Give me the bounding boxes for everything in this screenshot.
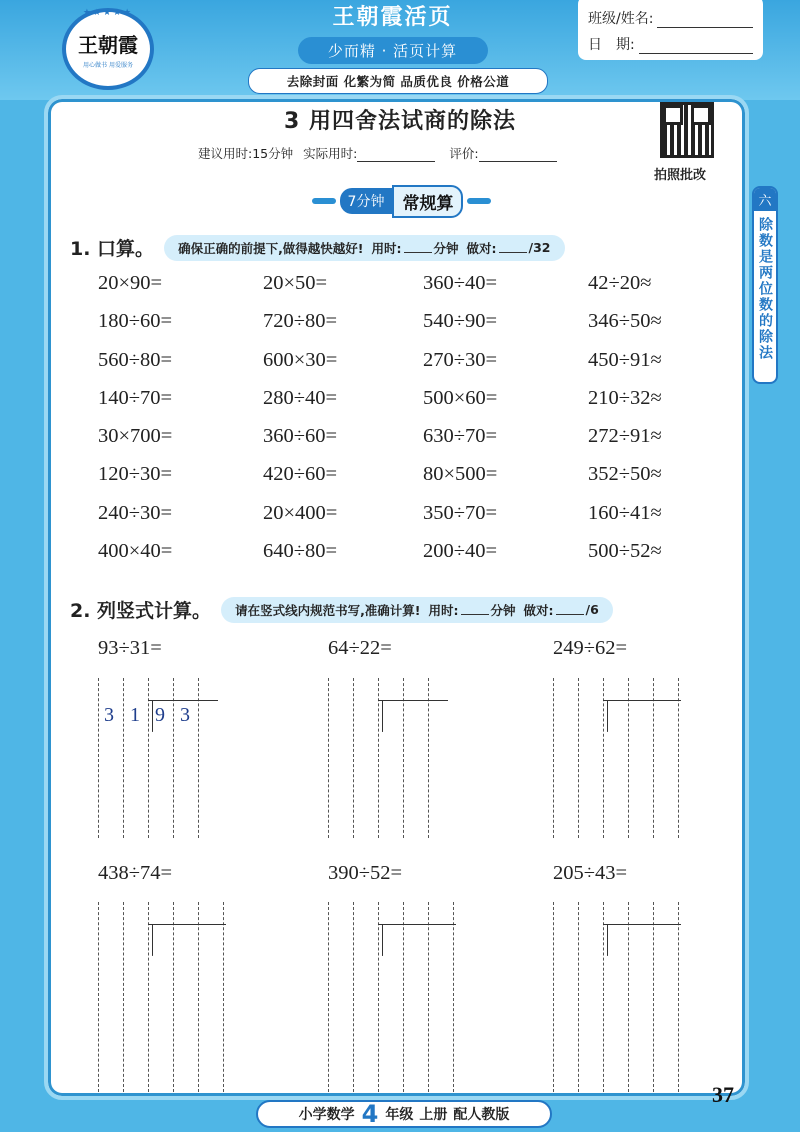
- slogan: 去除封面 化繁为简 品质优良 价格公道: [248, 68, 548, 94]
- work-area[interactable]: [98, 902, 228, 1092]
- logo-subtitle: 用心做书 用爱服务: [83, 62, 133, 69]
- oral-calc-grid: [98, 272, 718, 578]
- section2-heading: 2. 列竖式计算。: [70, 600, 212, 622]
- actual-time-field[interactable]: [357, 150, 435, 162]
- date-row: [588, 28, 753, 54]
- brand-subtitle: 少而精 · 活页计算: [298, 37, 488, 64]
- section1-correct-label: 做对:: [466, 240, 497, 256]
- oral-problem: 600×30=: [263, 348, 338, 371]
- section1-time-label: 用时:: [371, 240, 402, 256]
- oral-problem: 210÷32≈: [588, 386, 662, 409]
- oral-problem: 272÷91≈: [588, 425, 662, 448]
- oral-problem: 500×60=: [423, 386, 498, 409]
- division-bracket: [148, 924, 226, 954]
- oral-problem: 640÷80=: [263, 540, 338, 563]
- vertical-problem: 93÷31=: [98, 637, 162, 659]
- chapter-side-tab: [752, 186, 778, 384]
- brand-title: 王朝霞活页: [332, 4, 453, 30]
- oral-problem: 352÷50≈: [588, 463, 662, 486]
- section1-hint: 确保正确的前提下,做得越快越好!: [178, 240, 364, 256]
- section2-hint-pill: [221, 597, 613, 623]
- vertical-problem: 438÷74=: [98, 862, 173, 884]
- section1-hint-pill: [164, 235, 564, 261]
- oral-problem: 140÷70=: [98, 386, 173, 409]
- oral-problem: 20×90=: [98, 272, 163, 294]
- brand-header: [285, 0, 500, 64]
- oral-problem: 20×50=: [263, 272, 328, 294]
- footer-edition-badge: [256, 1100, 552, 1128]
- section-banner: [304, 186, 499, 216]
- section2-time-label: 用时:: [428, 602, 459, 618]
- qr-label: 拍照批改: [654, 168, 707, 183]
- oral-problem: 420÷60=: [263, 463, 338, 486]
- oral-problem: 30×700=: [98, 425, 173, 448]
- lesson-title: 3 用四舍法试商的除法: [284, 109, 516, 134]
- footer-grade: 年级: [385, 1107, 414, 1123]
- chapter-title: 除数是两位数的除法: [757, 217, 773, 361]
- oral-problem: 80×500=: [423, 463, 498, 486]
- evaluation-field[interactable]: [479, 150, 557, 162]
- section2-header: [70, 596, 613, 623]
- division-bracket: [603, 700, 681, 730]
- banner-deco-left: [312, 198, 336, 204]
- division-bracket: [378, 700, 448, 730]
- work-area[interactable]: [553, 678, 683, 838]
- section2-correct-total: /6: [585, 602, 599, 617]
- oral-problem: 720÷80=: [263, 310, 338, 333]
- date-field[interactable]: [639, 40, 753, 54]
- oral-problem: 350÷70=: [423, 501, 498, 524]
- vertical-problem: 390÷52=: [328, 862, 403, 884]
- oral-problem: 270÷30=: [423, 348, 498, 371]
- oral-problem: 500÷52≈: [588, 540, 662, 563]
- section1-time-field[interactable]: [404, 242, 432, 253]
- brand-logo: [62, 8, 154, 90]
- work-area[interactable]: [328, 902, 458, 1092]
- handwritten-digit: 3: [180, 704, 190, 726]
- oral-problem: 120÷30=: [98, 463, 173, 486]
- work-area[interactable]: [98, 678, 208, 838]
- star-decoration-icon: ★★★★★: [82, 8, 134, 18]
- section1-correct-total: /32: [528, 240, 551, 255]
- division-bracket: [378, 924, 456, 954]
- class-name-row: [588, 2, 753, 28]
- oral-problem: 360÷60=: [263, 425, 338, 448]
- oral-problem: 20×400=: [263, 501, 338, 524]
- section2-correct-field[interactable]: [556, 604, 584, 615]
- chapter-number: 六: [754, 188, 776, 211]
- vertical-problem: 64÷22=: [328, 637, 392, 659]
- work-area[interactable]: [553, 902, 683, 1092]
- handwritten-digit: 3: [104, 704, 114, 726]
- banner-deco-right: [467, 198, 491, 204]
- class-name-label: 班级/姓名:: [588, 11, 654, 27]
- suggested-time: 建议用时:15分钟: [198, 146, 294, 161]
- division-bracket: [603, 924, 681, 954]
- footer-subject: 小学数学: [298, 1107, 355, 1123]
- oral-problem: 240÷30=: [98, 501, 173, 524]
- qr-code-icon[interactable]: [660, 102, 714, 158]
- work-area[interactable]: [328, 678, 438, 838]
- oral-problem: 560÷80=: [98, 348, 173, 371]
- date-label: 日 期:: [588, 37, 635, 53]
- oral-problem: 630÷70=: [423, 425, 498, 448]
- section2-correct-label: 做对:: [523, 602, 554, 618]
- handwritten-digit: 1: [130, 704, 140, 726]
- student-info-card: [578, 0, 763, 60]
- oral-problem: 540÷90=: [423, 310, 498, 333]
- class-name-field[interactable]: [657, 14, 753, 28]
- section2-time-field[interactable]: [461, 604, 489, 615]
- vertical-problem: 205÷43=: [553, 862, 628, 884]
- section1-time-unit: 分钟: [433, 240, 459, 256]
- banner-minutes: 7分钟: [340, 188, 393, 214]
- vertical-problem: 249÷62=: [553, 637, 628, 659]
- oral-problem: 180÷60=: [98, 310, 173, 333]
- page-number: 37: [712, 1082, 734, 1107]
- section1-correct-field[interactable]: [499, 242, 527, 253]
- section1-heading: 1. 口算。: [70, 238, 155, 260]
- time-row: [198, 144, 571, 162]
- oral-problem: 400×40=: [98, 540, 173, 563]
- footer-edition: 配人教版: [453, 1107, 510, 1123]
- footer-grade-number: 4: [361, 1100, 379, 1128]
- oral-problem: 280÷40=: [263, 386, 338, 409]
- evaluation-label: 评价:: [449, 146, 479, 161]
- section2-hint: 请在竖式线内规范书写,准确计算!: [235, 602, 421, 618]
- logo-name: 王朝霞: [78, 33, 138, 57]
- handwritten-digit: 9: [155, 704, 165, 726]
- footer-term: 上册: [419, 1107, 448, 1123]
- section1-header: [70, 234, 565, 261]
- oral-problem: 360÷40=: [423, 272, 498, 294]
- oral-problem: 346÷50≈: [588, 310, 662, 333]
- section2-time-unit: 分钟: [490, 602, 516, 618]
- oral-problem: 42÷20≈: [588, 272, 652, 294]
- actual-time-label: 实际用时:: [303, 146, 358, 161]
- oral-problem: 160÷41≈: [588, 501, 662, 524]
- oral-problem: 450÷91≈: [588, 348, 662, 371]
- oral-problem: 200÷40=: [423, 540, 498, 563]
- banner-label: 常规算: [392, 185, 463, 218]
